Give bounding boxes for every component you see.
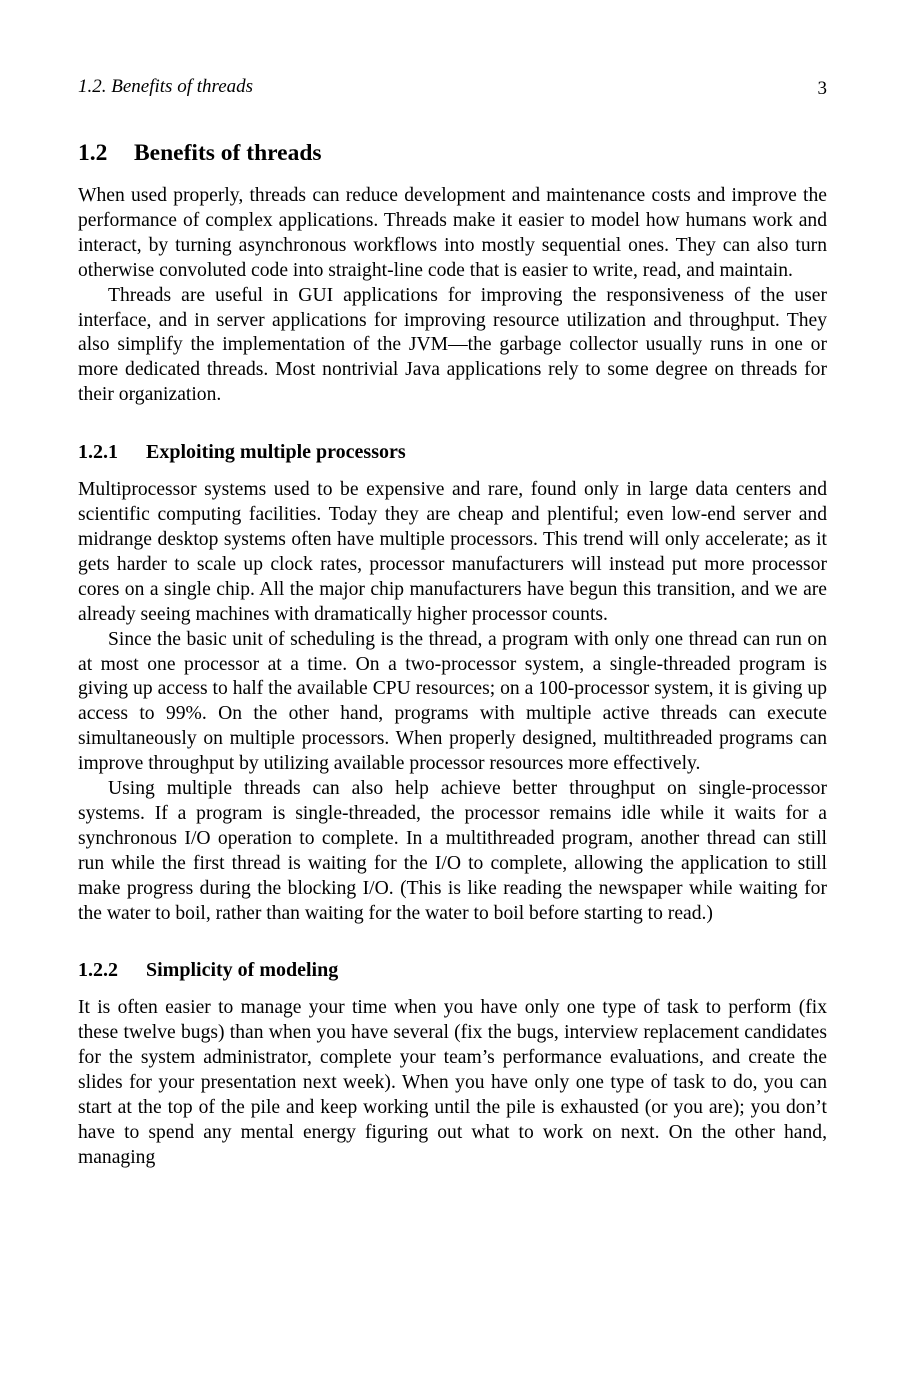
book-page (78, 74, 827, 1171)
subsection-title: Simplicity of modeling (146, 959, 339, 982)
section-number: 1.2 (78, 140, 108, 166)
subsection-heading (78, 956, 827, 984)
running-title: 1.2. Benefits of threads (78, 76, 254, 97)
subsection-number: 1.2.1 (78, 441, 118, 464)
running-header (78, 74, 827, 104)
paragraph: Since the basic unit of scheduling is the thread, a program with only one thread can run on at most one processor at a time. On a two-processor system, a single-threaded program is giving up access to half the available CPU resources; on a 100-processor system, it is giving up access to 99%. On the other hand, programs with multiple active threads can execute simultaneously on multiple processors. When properly designed, multithreaded programs can improve throughput by utilizing available processor resources more effectively. (78, 628, 827, 775)
paragraph: When used properly, threads can reduce development and maintenance costs and improve the performance of complex applications. Threads make it easier to model how humans work and interact, by turning asynchronous workflows into mostly sequential ones. They can also turn otherwise convoluted code into straight-line code that is easier to write, read, and maintain. (78, 185, 827, 281)
subsection-number: 1.2.2 (78, 959, 118, 982)
paragraph: Threads are useful in GUI applications for improving the responsiveness of the user interface, and in server applications for improving resource utilization and throughput. They also simplify the implementation of the JVM—the garbage collector usually runs in one or more dedicated threads. Most nontrivial Java applications rely to some degree on threads for their organization. (78, 284, 827, 406)
paragraph: It is often easier to manage your time when you have only one type of task to perform (fix these twelve bugs) than when you have several (fix the bugs, interview replacement candidates for the system administrator, complete your team’s performance evaluations, and create the slides for your presentation next week). When you have only one type of task to do, you can start at the top of the pile and keep working until the pile is exhausted (or you are); you don’t have to spend any mental energy figuring out what to work on next. On the other hand, managing (78, 997, 827, 1168)
subsection-heading (78, 438, 827, 466)
section-heading (78, 138, 827, 168)
paragraph: Using multiple threads can also help achieve better throughput on single-processor systems. If a program is single-threaded, the processor remains idle while it waits for a synchronous I/O operation to complete. In a multithreaded program, another thread can still run while the first thread is waiting for the I/O to complete, allowing the application to still make progress during the blocking I/O. (This is like reading the newspaper while waiting for the water to boil, rather than waiting for the water to boil before starting to read.) (78, 778, 827, 924)
paragraph: Multiprocessor systems used to be expensive and rare, found only in large data centers and scientific computing facilities. Today they are cheap and plentiful; even low-end server and midrange desktop systems often have multiple processors. This trend will only accelerate; as it gets harder to scale up clock rates, processor manufacturers will instead put more processor cores on a single chip. All the major chip manufacturers have begun this transition, and we are already seeing machines with dramatically higher processor counts. (78, 479, 827, 625)
page-number: 3 (817, 78, 827, 99)
subsection-title: Exploiting multiple processors (146, 441, 406, 464)
section-title: Benefits of threads (134, 140, 322, 166)
